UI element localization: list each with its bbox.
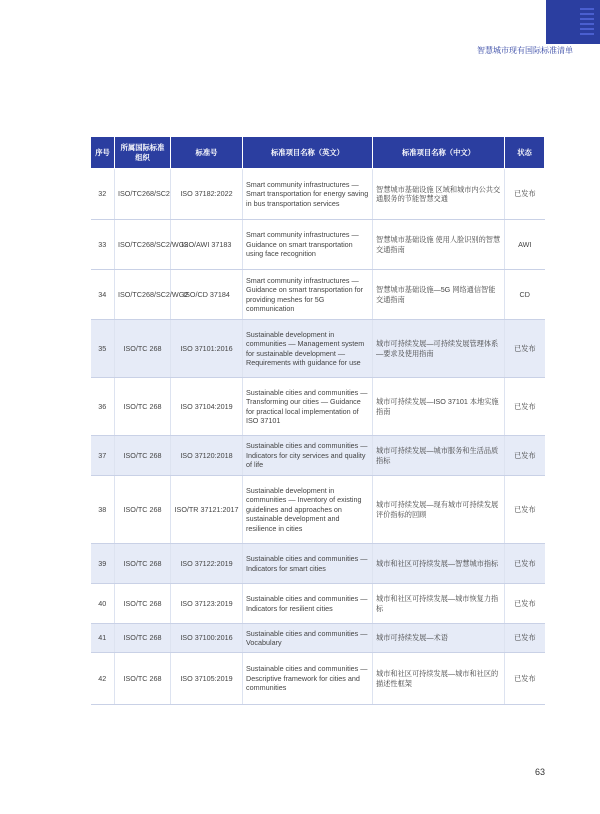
cell-status: 已发布 <box>505 653 545 705</box>
table-row <box>91 584 545 624</box>
cell-name-en: Sustainable development in communities — Management system for sustainable development — Requirements with guidance for use <box>243 320 373 378</box>
cell-name-cn: 城市和社区可持续发展—城市和社区的描述性框架 <box>373 653 505 705</box>
table-row <box>91 169 545 220</box>
cell-status: 已发布 <box>505 320 545 378</box>
cell-name-en: Smart community infrastructures — Smart transportation for energy saving in bus transportation services <box>243 169 373 220</box>
cell-status: 已发布 <box>505 624 545 653</box>
table-row <box>91 476 545 544</box>
cell-name-cn: 智慧城市基础设施 区域和城市内公共交通服务的节能智慧交通 <box>373 169 505 220</box>
cell-name-cn: 城市可持续发展—术语 <box>373 624 505 653</box>
col-header-name-cn: 标准项目名称（中文） <box>373 137 505 169</box>
cell-status: CD <box>505 270 545 320</box>
standards-table-container <box>90 136 544 705</box>
cell-status: 已发布 <box>505 476 545 544</box>
cell-org: ISO/TC 268 <box>115 436 171 476</box>
table-row <box>91 220 545 270</box>
col-header-name-en: 标准项目名称（英文） <box>243 137 373 169</box>
col-header-no: 序号 <box>91 137 115 169</box>
cell-status: AWI <box>505 220 545 270</box>
cell-standard: ISO 37123:2019 <box>171 584 243 624</box>
cell-name-cn: 智慧城市基础设施—5G 网络通信智能交通指南 <box>373 270 505 320</box>
table-row <box>91 544 545 584</box>
cell-org: ISO/TC268/SC2/WG2 <box>115 220 171 270</box>
cell-org: ISO/TC 268 <box>115 378 171 436</box>
cell-standard: ISO/TR 37121:2017 <box>171 476 243 544</box>
col-header-org: 所属国际标准组织 <box>115 137 171 169</box>
standards-table <box>90 136 545 705</box>
running-header-title: 智慧城市现有国际标准清单 <box>477 46 573 55</box>
cell-no: 36 <box>91 378 115 436</box>
table-row <box>91 436 545 476</box>
cell-no: 40 <box>91 584 115 624</box>
cell-standard: ISO 37100:2016 <box>171 624 243 653</box>
cell-name-cn: 城市可持续发展—ISO 37101 本地实施指南 <box>373 378 505 436</box>
cell-no: 39 <box>91 544 115 584</box>
cell-name-en: Sustainable development in communities — Inventory of existing guidelines and approaches on sustainable development and resilience in cities <box>243 476 373 544</box>
cell-org: ISO/TC 268 <box>115 544 171 584</box>
table-row <box>91 624 545 653</box>
cell-standard: ISO/CD 37184 <box>171 270 243 320</box>
cell-no: 32 <box>91 169 115 220</box>
cell-org: ISO/TC 268 <box>115 653 171 705</box>
col-header-status: 状态 <box>505 137 545 169</box>
cell-no: 35 <box>91 320 115 378</box>
cell-name-en: Sustainable cities and communities — Vocabulary <box>243 624 373 653</box>
cell-org: ISO/TC 268 <box>115 320 171 378</box>
cell-no: 34 <box>91 270 115 320</box>
cell-status: 已发布 <box>505 378 545 436</box>
cell-name-cn: 城市可持续发展—城市服务和生活品质指标 <box>373 436 505 476</box>
cell-no: 41 <box>91 624 115 653</box>
cell-org: ISO/TC 268 <box>115 624 171 653</box>
cell-status: 已发布 <box>505 584 545 624</box>
cell-name-cn: 城市可持续发展—现有城市可持续发展评价指标的回顾 <box>373 476 505 544</box>
cell-standard: ISO 37182:2022 <box>171 169 243 220</box>
cell-standard: ISO/AWI 37183 <box>171 220 243 270</box>
cell-org: ISO/TC268/SC2 <box>115 169 171 220</box>
cell-standard: ISO 37101:2016 <box>171 320 243 378</box>
cell-name-en: Sustainable cities and communities — Descriptive framework for cities and communities <box>243 653 373 705</box>
cell-standard: ISO 37120:2018 <box>171 436 243 476</box>
table-row <box>91 653 545 705</box>
cell-name-en: Smart community infrastructures — Guidance on smart transportation using face recognition <box>243 220 373 270</box>
cell-status: 已发布 <box>505 169 545 220</box>
cell-org: ISO/TC268/SC2/WG2 <box>115 270 171 320</box>
table-header-row <box>91 137 545 169</box>
cell-name-cn: 城市和社区可持续发展—城市恢复力指标 <box>373 584 505 624</box>
cell-status: 已发布 <box>505 544 545 584</box>
cell-org: ISO/TC 268 <box>115 476 171 544</box>
cell-name-cn: 智慧城市基础设施 使用人脸识别的智慧交通指南 <box>373 220 505 270</box>
cell-org: ISO/TC 268 <box>115 584 171 624</box>
cell-name-en: Sustainable cities and communities — Indicators for resilient cities <box>243 584 373 624</box>
corner-decoration <box>546 0 600 44</box>
page-number: 63 <box>535 767 546 777</box>
cell-name-en: Sustainable cities and communities — Transforming our cities — Guidance for practical local implementation of ISO 37101 <box>243 378 373 436</box>
cell-no: 37 <box>91 436 115 476</box>
cell-name-cn: 城市和社区可持续发展—智慧城市指标 <box>373 544 505 584</box>
cell-standard: ISO 37122:2019 <box>171 544 243 584</box>
cell-name-en: Sustainable cities and communities — Indicators for city services and quality of life <box>243 436 373 476</box>
stripe-decoration <box>580 8 594 38</box>
table-row <box>91 378 545 436</box>
cell-standard: ISO 37105:2019 <box>171 653 243 705</box>
cell-name-en: Smart community infrastructures — Guidance on smart transportation for providing meshes for 5G communication <box>243 270 373 320</box>
cell-no: 38 <box>91 476 115 544</box>
cell-name-cn: 城市可持续发展—可持续发展管理体系—要求及使用指南 <box>373 320 505 378</box>
cell-status: 已发布 <box>505 436 545 476</box>
table-row <box>91 320 545 378</box>
cell-no: 33 <box>91 220 115 270</box>
table-row <box>91 270 545 320</box>
cell-no: 42 <box>91 653 115 705</box>
col-header-standard: 标准号 <box>171 137 243 169</box>
cell-standard: ISO 37104:2019 <box>171 378 243 436</box>
cell-name-en: Sustainable cities and communities — Indicators for smart cities <box>243 544 373 584</box>
